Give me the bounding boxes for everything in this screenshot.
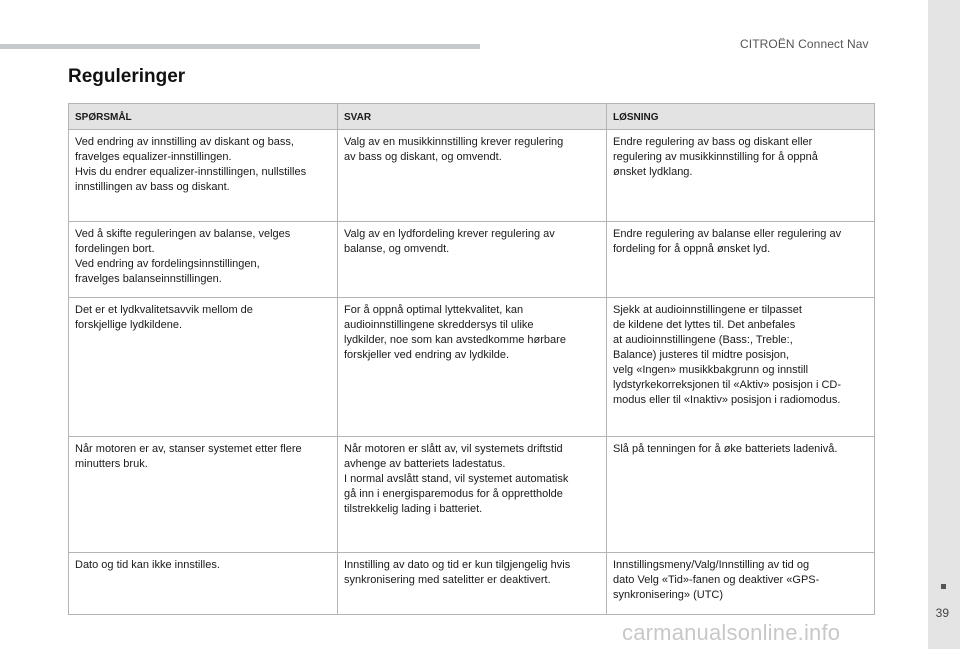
question-cell [69, 130, 338, 222]
solution-cell [607, 437, 875, 553]
question-text: Det er et lydkvalitetsavvik mellom de forskjellige lydkildene. [75, 304, 253, 331]
answer-cell [338, 130, 607, 222]
page-edge-band [928, 0, 960, 649]
table-row [69, 553, 875, 615]
end-of-section-mark [941, 584, 946, 589]
answer-cell [338, 222, 607, 298]
table-row [69, 298, 875, 437]
solution-text: Innstillingsmeny/Valg/Innstilling av tid og dato Velg «Tid»-fanen og deaktiver «GPS- synkronisering» (UTC) [613, 559, 820, 601]
question-cell [69, 437, 338, 553]
question-text: Ved endring av innstilling av diskant og bass, fravelges equalizer-innstillingen. Hvis du endrer equalizer-innstillingen, nullstilles innstillingen av bass og diskant. [75, 136, 307, 193]
answer-text: For å oppnå optimal lyttekvalitet, kan audioinnstillingene skreddersys til ulike lydkilder, noe som kan avstedkomme hørbare forskjeller ved endring av lydkilde. [344, 304, 566, 361]
solution-cell [607, 130, 875, 222]
table-row [69, 437, 875, 553]
question-text: Dato og tid kan ikke innstilles. [75, 559, 220, 571]
answer-cell [338, 437, 607, 553]
watermark: carmanualsonline.info [622, 620, 841, 645]
answer-cell [338, 553, 607, 615]
solution-text: Sjekk at audioinnstillingene er tilpasset de kildene det lyttes til. Det anbefales at audioinnstillingene (Bass:, Treble:, Balance) justeres til midtre posisjon, velg «Ingen» musikkbakgrunn og innstill lydstyrkekorreksjonen til «Aktiv» posisjon i CD- modus eller til «Inaktiv» posisjon i radiomodus. [613, 304, 842, 406]
column-header-answer: SVAR [338, 104, 607, 130]
answer-text: Valg av en lydfordeling krever regulering av balanse, og omvendt. [344, 228, 555, 255]
question-text: Når motoren er av, stanser systemet etter flere minutters bruk. [75, 443, 302, 470]
question-cell [69, 222, 338, 298]
troubleshooting-table [68, 103, 875, 615]
answer-text: Valg av en musikkinnstilling krever regulering av bass og diskant, og omvendt. [344, 136, 564, 163]
question-cell [69, 298, 338, 437]
column-header-question: SPØRSMÅL [69, 104, 338, 130]
column-header-solution: LØSNING [607, 104, 875, 130]
solution-text: Endre regulering av balanse eller regulering av fordeling for å oppnå ønsket lyd. [613, 228, 842, 255]
solution-cell [607, 298, 875, 437]
answer-text: Når motoren er slått av, vil systemets driftstid avhenge av batteriets ladestatus. I normal avslått stand, vil systemet automatisk gå inn i energisparemodus for å opprettholde tilstrekkelig lading i batteriet. [344, 443, 569, 515]
brand-label: CITROËN Connect Nav [740, 37, 869, 51]
solution-text: Endre regulering av bass og diskant eller regulering av musikkinnstilling for å oppnå ønsket lydklang. [613, 136, 818, 178]
question-cell [69, 553, 338, 615]
page-title: Reguleringer [68, 66, 186, 87]
answer-cell [338, 298, 607, 437]
page-number: 39 [935, 606, 949, 620]
solution-cell [607, 222, 875, 298]
table-row [69, 130, 875, 222]
question-text: Ved å skifte reguleringen av balanse, velges fordelingen bort. Ved endring av fordelingsinnstillingen, fravelges balanseinnstillingen. [75, 228, 291, 285]
table-row [69, 222, 875, 298]
solution-text: Slå på tenningen for å øke batteriets ladenivå. [613, 443, 838, 455]
table-header-row [69, 104, 875, 130]
header-rule [0, 44, 480, 49]
solution-cell [607, 553, 875, 615]
answer-text: Innstilling av dato og tid er kun tilgjengelig hvis synkronisering med satelitter er deaktivert. [344, 559, 571, 586]
